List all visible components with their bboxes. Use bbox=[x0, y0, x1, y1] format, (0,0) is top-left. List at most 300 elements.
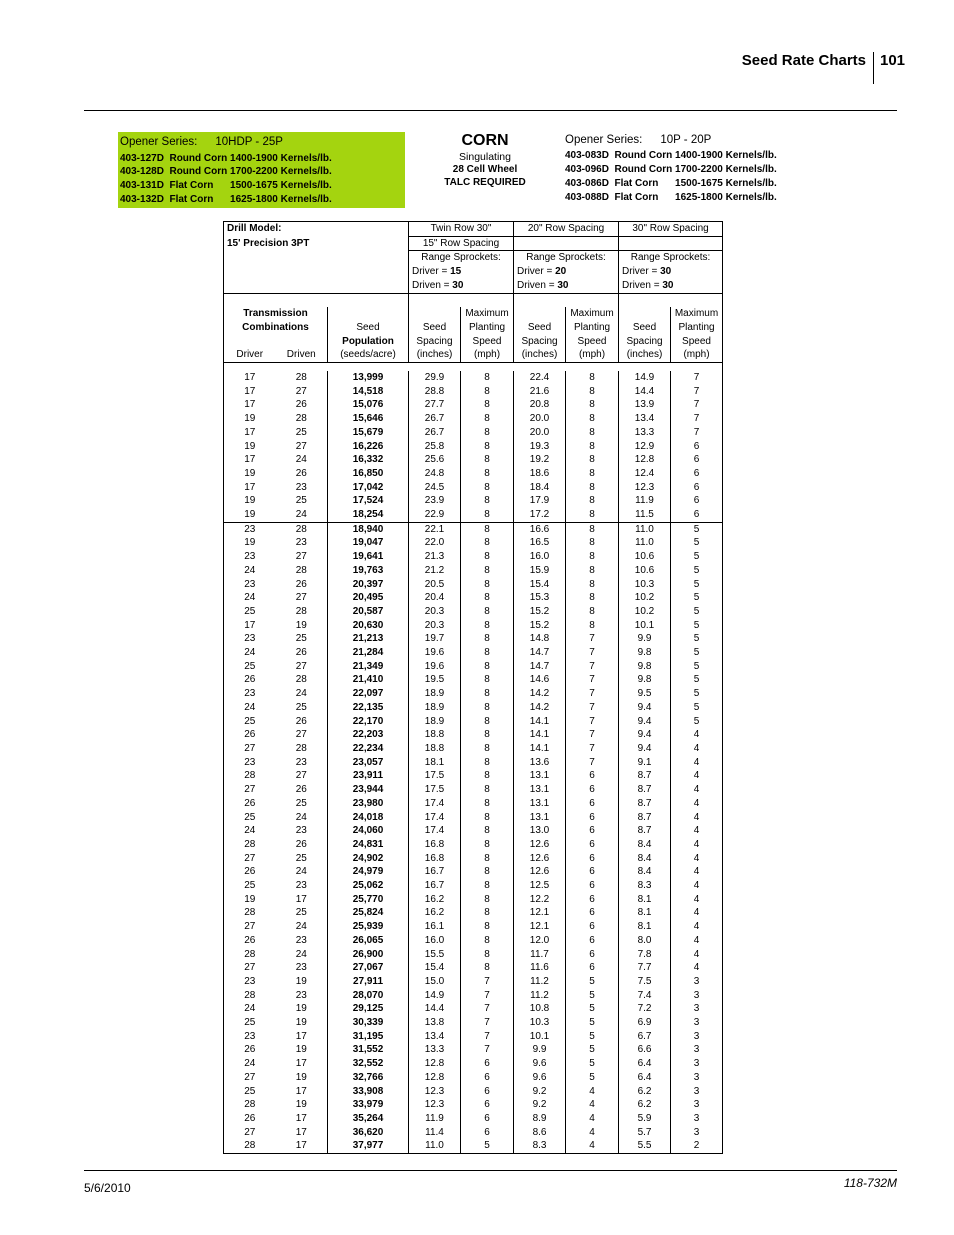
opener-part-line: 403-086D Flat Corn 1500-1675 Kernels/lb. bbox=[565, 178, 777, 189]
pop-header: Population bbox=[328, 335, 409, 349]
row-30-seed-spacing: 8.4 bbox=[619, 852, 671, 866]
twin-row-seed-spacing: 15.5 bbox=[409, 948, 461, 962]
driver-sprocket: 19 bbox=[224, 536, 276, 550]
seed-population: 31,195 bbox=[328, 1030, 409, 1044]
table-row bbox=[224, 687, 723, 701]
table-row bbox=[224, 893, 723, 907]
speed-header: Speed bbox=[671, 335, 723, 349]
driven-sprocket: 25 bbox=[276, 906, 328, 920]
driven-sprocket: 19 bbox=[276, 619, 328, 633]
driver-sprocket: 25 bbox=[224, 605, 276, 619]
row-20-max-speed: 4 bbox=[566, 1126, 619, 1140]
speed-header: (mph) bbox=[566, 348, 619, 362]
twin-row-seed-spacing: 16.0 bbox=[409, 934, 461, 948]
driver-sprocket: 27 bbox=[224, 920, 276, 934]
table-row bbox=[224, 865, 723, 879]
row-20-seed-spacing: 14.1 bbox=[514, 742, 566, 756]
twin-row-seed-spacing: 22.0 bbox=[409, 536, 461, 550]
pop-header: (seeds/acre) bbox=[328, 348, 409, 362]
table-row bbox=[224, 1043, 723, 1057]
group-twin-row-subtitle: 15" Row Spacing bbox=[409, 236, 514, 251]
twin-row-seed-spacing: 12.3 bbox=[409, 1098, 461, 1112]
driver-sprocket: 23 bbox=[224, 687, 276, 701]
header-gap bbox=[224, 363, 723, 372]
twin-row-max-speed: 8 bbox=[461, 948, 514, 962]
driver-sprocket: 28 bbox=[224, 948, 276, 962]
row-20-max-speed: 6 bbox=[566, 893, 619, 907]
seed-rate-rows bbox=[224, 371, 723, 1154]
seed-population: 20,630 bbox=[328, 619, 409, 633]
twin-row-max-speed: 7 bbox=[461, 1002, 514, 1016]
driven-sprocket: 26 bbox=[276, 646, 328, 660]
opener-part-line: 403-083D Round Corn 1400-1900 Kernels/lb. bbox=[565, 150, 777, 161]
twin-row-seed-spacing: 19.6 bbox=[409, 646, 461, 660]
table-row bbox=[224, 1112, 723, 1126]
table-row bbox=[224, 975, 723, 989]
driven-sprocket: 28 bbox=[276, 673, 328, 687]
row-20-max-speed: 8 bbox=[566, 467, 619, 481]
row-20-max-speed: 7 bbox=[566, 673, 619, 687]
row-30-seed-spacing: 8.7 bbox=[619, 824, 671, 838]
row-20-max-speed: 6 bbox=[566, 865, 619, 879]
twin-row-seed-spacing: 16.2 bbox=[409, 893, 461, 907]
twin-row-max-speed: 7 bbox=[461, 1043, 514, 1057]
row-20-max-speed: 4 bbox=[566, 1098, 619, 1112]
row-20-max-speed: 5 bbox=[566, 1030, 619, 1044]
seed-population: 35,264 bbox=[328, 1112, 409, 1126]
row-30-seed-spacing: 8.3 bbox=[619, 879, 671, 893]
seed-population: 20,587 bbox=[328, 605, 409, 619]
row-30-max-speed: 4 bbox=[671, 783, 723, 797]
seed-population: 19,047 bbox=[328, 536, 409, 550]
drill-model-label: Drill Model: bbox=[224, 222, 409, 237]
pop-header: Seed bbox=[328, 321, 409, 335]
row-20-seed-spacing: 20.0 bbox=[514, 426, 566, 440]
row-30-max-speed: 4 bbox=[671, 934, 723, 948]
twin-row-max-speed: 8 bbox=[461, 440, 514, 454]
driven-sprocket: 25 bbox=[276, 852, 328, 866]
twin-row-seed-spacing: 18.8 bbox=[409, 728, 461, 742]
row-20-max-speed: 6 bbox=[566, 906, 619, 920]
seed-population: 13,999 bbox=[328, 371, 409, 385]
driver-sprocket: 28 bbox=[224, 1139, 276, 1153]
twin-row-max-speed: 6 bbox=[461, 1085, 514, 1099]
row-30-max-speed: 5 bbox=[671, 536, 723, 550]
row-30-max-speed: 5 bbox=[671, 632, 723, 646]
driver-sprocket: 26 bbox=[224, 797, 276, 811]
row-20-max-speed: 7 bbox=[566, 660, 619, 674]
seed-population: 33,979 bbox=[328, 1098, 409, 1112]
driven-sprocket: 19 bbox=[276, 1002, 328, 1016]
seed-population: 30,339 bbox=[328, 1016, 409, 1030]
row-30-max-speed: 4 bbox=[671, 756, 723, 770]
footer-document-code: 118-732M bbox=[843, 1176, 897, 1190]
crop-subtitle-singulating: Singulating bbox=[459, 151, 511, 163]
row-30-max-speed: 4 bbox=[671, 893, 723, 907]
row-20-max-speed: 8 bbox=[566, 481, 619, 495]
table-row bbox=[224, 728, 723, 742]
row-20-seed-spacing: 15.3 bbox=[514, 591, 566, 605]
driven-sprocket: 24 bbox=[276, 920, 328, 934]
row-30-seed-spacing: 8.1 bbox=[619, 920, 671, 934]
table-row bbox=[224, 769, 723, 783]
row-30-seed-spacing: 8.4 bbox=[619, 865, 671, 879]
row-30-max-speed: 2 bbox=[671, 1139, 723, 1153]
driven-sprocket: 23 bbox=[276, 989, 328, 1003]
driver-sprocket: 26 bbox=[224, 1043, 276, 1057]
twin-row-max-speed: 8 bbox=[461, 715, 514, 729]
speed-header: (mph) bbox=[671, 348, 723, 362]
seed-population: 15,076 bbox=[328, 398, 409, 412]
table-row bbox=[224, 1098, 723, 1112]
row-20-max-speed: 8 bbox=[566, 398, 619, 412]
driven-sprocket: 28 bbox=[276, 564, 328, 578]
driven-sprocket: 23 bbox=[276, 481, 328, 495]
twin-row-max-speed: 8 bbox=[461, 536, 514, 550]
row-20-seed-spacing: 19.3 bbox=[514, 440, 566, 454]
table-row bbox=[224, 715, 723, 729]
twin-row-seed-spacing: 19.5 bbox=[409, 673, 461, 687]
seed-population: 15,679 bbox=[328, 426, 409, 440]
driven-sprocket: 26 bbox=[276, 715, 328, 729]
row-20-seed-spacing: 20.8 bbox=[514, 398, 566, 412]
driver-sprocket: 25 bbox=[224, 660, 276, 674]
range-driver: Driver = 30 bbox=[619, 265, 723, 279]
driver-sprocket: 28 bbox=[224, 989, 276, 1003]
twin-row-max-speed: 5 bbox=[461, 1139, 514, 1153]
row-30-seed-spacing: 11.5 bbox=[619, 508, 671, 522]
driven-sprocket: 19 bbox=[276, 1043, 328, 1057]
twin-row-max-speed: 8 bbox=[461, 728, 514, 742]
spacing-header: Spacing bbox=[409, 335, 461, 349]
table-row bbox=[224, 412, 723, 426]
driven-sprocket: 27 bbox=[276, 728, 328, 742]
opener-series-value: 10P - 20P bbox=[660, 134, 712, 146]
driven-sprocket: 27 bbox=[276, 591, 328, 605]
page-section-title: Seed Rate Charts bbox=[741, 52, 866, 69]
driven-sprocket: 23 bbox=[276, 934, 328, 948]
speed-header: Planting bbox=[566, 321, 619, 335]
row-30-max-speed: 4 bbox=[671, 852, 723, 866]
twin-row-seed-spacing: 20.3 bbox=[409, 605, 461, 619]
row-20-seed-spacing: 14.7 bbox=[514, 660, 566, 674]
row-20-seed-spacing: 14.2 bbox=[514, 701, 566, 715]
row-20-seed-spacing: 9.2 bbox=[514, 1098, 566, 1112]
twin-row-seed-spacing: 18.9 bbox=[409, 701, 461, 715]
row-20-max-speed: 8 bbox=[566, 605, 619, 619]
table-row bbox=[224, 481, 723, 495]
driver-sprocket: 26 bbox=[224, 934, 276, 948]
spacing-header: (inches) bbox=[619, 348, 671, 362]
table-row bbox=[224, 989, 723, 1003]
row-20-seed-spacing: 13.6 bbox=[514, 756, 566, 770]
row-30-max-speed: 5 bbox=[671, 522, 723, 536]
driver-sprocket: 26 bbox=[224, 1112, 276, 1126]
row-30-max-speed: 3 bbox=[671, 1043, 723, 1057]
table-row bbox=[224, 494, 723, 508]
seed-population: 32,766 bbox=[328, 1071, 409, 1085]
row-20-max-speed: 8 bbox=[566, 440, 619, 454]
driver-sprocket: 17 bbox=[224, 453, 276, 467]
twin-row-max-speed: 8 bbox=[461, 591, 514, 605]
driven-sprocket: 24 bbox=[276, 811, 328, 825]
seed-population: 22,170 bbox=[328, 715, 409, 729]
driver-sprocket: 26 bbox=[224, 865, 276, 879]
twin-row-seed-spacing: 24.8 bbox=[409, 467, 461, 481]
table-row bbox=[224, 811, 723, 825]
twin-row-max-speed: 8 bbox=[461, 578, 514, 592]
row-20-seed-spacing: 14.8 bbox=[514, 632, 566, 646]
driver-sprocket: 24 bbox=[224, 646, 276, 660]
driver-sprocket: 28 bbox=[224, 1098, 276, 1112]
driver-sprocket: 17 bbox=[224, 398, 276, 412]
twin-row-max-speed: 8 bbox=[461, 371, 514, 385]
row-30-max-speed: 5 bbox=[671, 646, 723, 660]
table-row bbox=[224, 783, 723, 797]
driven-sprocket: 25 bbox=[276, 426, 328, 440]
driver-sprocket: 24 bbox=[224, 1002, 276, 1016]
row-30-seed-spacing: 6.7 bbox=[619, 1030, 671, 1044]
row-20-max-speed: 8 bbox=[566, 453, 619, 467]
seed-population: 22,234 bbox=[328, 742, 409, 756]
row-20-max-speed: 5 bbox=[566, 1057, 619, 1071]
row-30-seed-spacing: 10.3 bbox=[619, 578, 671, 592]
seed-population: 22,097 bbox=[328, 687, 409, 701]
speed-header: Speed bbox=[461, 335, 514, 349]
twin-row-max-speed: 8 bbox=[461, 619, 514, 633]
header-divider bbox=[873, 52, 874, 84]
row-30-seed-spacing: 9.4 bbox=[619, 715, 671, 729]
crop-title: CORN bbox=[461, 132, 509, 149]
seed-population: 37,977 bbox=[328, 1139, 409, 1153]
row-30-seed-spacing: 8.7 bbox=[619, 769, 671, 783]
row-20-seed-spacing: 12.1 bbox=[514, 906, 566, 920]
row-30-max-speed: 5 bbox=[671, 578, 723, 592]
driver-sprocket: 19 bbox=[224, 412, 276, 426]
row-20-max-speed: 8 bbox=[566, 578, 619, 592]
driven-sprocket: 24 bbox=[276, 453, 328, 467]
row-30-max-speed: 4 bbox=[671, 811, 723, 825]
seed-population: 27,911 bbox=[328, 975, 409, 989]
table-row bbox=[224, 1085, 723, 1099]
drill-model-value: 15' Precision 3PT bbox=[224, 236, 409, 251]
table-row bbox=[224, 797, 723, 811]
row-20-seed-spacing: 9.6 bbox=[514, 1057, 566, 1071]
driven-sprocket: 25 bbox=[276, 494, 328, 508]
speed-header: Maximum bbox=[461, 307, 514, 321]
row-30-seed-spacing: 6.4 bbox=[619, 1057, 671, 1071]
row-30-max-speed: 6 bbox=[671, 453, 723, 467]
twin-row-seed-spacing: 26.7 bbox=[409, 426, 461, 440]
opener-part-line: 403-132D Flat Corn 1625-1800 Kernels/lb. bbox=[120, 194, 332, 205]
seed-population: 21,284 bbox=[328, 646, 409, 660]
seed-population: 17,524 bbox=[328, 494, 409, 508]
row-30-seed-spacing: 8.4 bbox=[619, 838, 671, 852]
table-row bbox=[224, 961, 723, 975]
twin-row-max-speed: 6 bbox=[461, 1112, 514, 1126]
row-20-max-speed: 6 bbox=[566, 920, 619, 934]
row-30-max-speed: 6 bbox=[671, 440, 723, 454]
table-row bbox=[224, 632, 723, 646]
speed-header: Speed bbox=[566, 335, 619, 349]
driven-sprocket: 19 bbox=[276, 1098, 328, 1112]
row-20-max-speed: 8 bbox=[566, 371, 619, 385]
row-20-seed-spacing: 16.6 bbox=[514, 522, 566, 536]
row-30-seed-spacing: 8.7 bbox=[619, 811, 671, 825]
driver-sprocket: 25 bbox=[224, 1085, 276, 1099]
driver-sprocket: 23 bbox=[224, 550, 276, 564]
row-20-max-speed: 6 bbox=[566, 879, 619, 893]
driven-sprocket: 28 bbox=[276, 522, 328, 536]
seed-population: 24,979 bbox=[328, 865, 409, 879]
twin-row-seed-spacing: 29.9 bbox=[409, 371, 461, 385]
row-20-max-speed: 6 bbox=[566, 769, 619, 783]
twin-row-seed-spacing: 19.7 bbox=[409, 632, 461, 646]
range-driver: Driver = 20 bbox=[514, 265, 619, 279]
row-20-max-speed: 5 bbox=[566, 1071, 619, 1085]
driven-sprocket: 23 bbox=[276, 536, 328, 550]
header-spacer bbox=[224, 293, 409, 307]
row-20-max-speed: 5 bbox=[566, 975, 619, 989]
twin-row-max-speed: 6 bbox=[461, 1071, 514, 1085]
twin-row-seed-spacing: 16.2 bbox=[409, 906, 461, 920]
seed-population: 25,062 bbox=[328, 879, 409, 893]
twin-row-max-speed: 7 bbox=[461, 989, 514, 1003]
row-20-seed-spacing: 14.7 bbox=[514, 646, 566, 660]
row-30-seed-spacing: 9.4 bbox=[619, 742, 671, 756]
seed-population: 25,824 bbox=[328, 906, 409, 920]
twin-row-seed-spacing: 23.9 bbox=[409, 494, 461, 508]
row-30-max-speed: 4 bbox=[671, 961, 723, 975]
row-20-seed-spacing: 11.2 bbox=[514, 989, 566, 1003]
group-30-row-title: 30" Row Spacing bbox=[619, 222, 723, 237]
row-20-seed-spacing: 13.1 bbox=[514, 783, 566, 797]
row-20-seed-spacing: 14.2 bbox=[514, 687, 566, 701]
driver-sprocket: 25 bbox=[224, 1016, 276, 1030]
driven-sprocket: 28 bbox=[276, 371, 328, 385]
row-30-seed-spacing: 5.9 bbox=[619, 1112, 671, 1126]
opener-series-label: Opener Series: bbox=[565, 134, 643, 146]
driver-sprocket: 23 bbox=[224, 578, 276, 592]
twin-row-seed-spacing: 13.8 bbox=[409, 1016, 461, 1030]
row-20-max-speed: 4 bbox=[566, 1085, 619, 1099]
row-20-max-speed: 6 bbox=[566, 948, 619, 962]
row-20-seed-spacing: 21.6 bbox=[514, 385, 566, 399]
row-30-seed-spacing: 10.2 bbox=[619, 605, 671, 619]
group-30-row-subtitle bbox=[619, 236, 723, 251]
row-30-max-speed: 3 bbox=[671, 1071, 723, 1085]
row-30-seed-spacing: 12.4 bbox=[619, 467, 671, 481]
driven-sprocket: 17 bbox=[276, 893, 328, 907]
table-row bbox=[224, 1057, 723, 1071]
driven-sprocket: 28 bbox=[276, 742, 328, 756]
row-30-seed-spacing: 5.7 bbox=[619, 1126, 671, 1140]
twin-row-max-speed: 8 bbox=[461, 961, 514, 975]
row-20-seed-spacing: 13.1 bbox=[514, 797, 566, 811]
row-30-seed-spacing: 5.5 bbox=[619, 1139, 671, 1153]
driven-sprocket: 26 bbox=[276, 578, 328, 592]
row-30-seed-spacing: 7.8 bbox=[619, 948, 671, 962]
opener-part-line: 403-128D Round Corn 1700-2200 Kernels/lb. bbox=[120, 166, 332, 177]
seed-population: 15,646 bbox=[328, 412, 409, 426]
table-row bbox=[224, 1030, 723, 1044]
speed-header: Planting bbox=[461, 321, 514, 335]
driven-sprocket: 28 bbox=[276, 412, 328, 426]
row-20-seed-spacing: 16.5 bbox=[514, 536, 566, 550]
row-30-seed-spacing: 9.4 bbox=[619, 701, 671, 715]
table-row bbox=[224, 1016, 723, 1030]
row-30-max-speed: 6 bbox=[671, 508, 723, 522]
twin-row-seed-spacing: 16.1 bbox=[409, 920, 461, 934]
row-20-max-speed: 7 bbox=[566, 632, 619, 646]
driver-sprocket: 17 bbox=[224, 481, 276, 495]
table-row bbox=[224, 619, 723, 633]
row-20-max-speed: 8 bbox=[566, 619, 619, 633]
range-sprockets-label: Range Sprockets: bbox=[619, 251, 723, 265]
row-20-seed-spacing: 8.6 bbox=[514, 1126, 566, 1140]
twin-row-seed-spacing: 18.9 bbox=[409, 687, 461, 701]
row-30-max-speed: 4 bbox=[671, 879, 723, 893]
row-20-seed-spacing: 12.1 bbox=[514, 920, 566, 934]
twin-row-seed-spacing: 21.2 bbox=[409, 564, 461, 578]
twin-row-seed-spacing: 26.7 bbox=[409, 412, 461, 426]
seed-population: 24,902 bbox=[328, 852, 409, 866]
driven-sprocket: 17 bbox=[276, 1126, 328, 1140]
driven-sprocket: 24 bbox=[276, 687, 328, 701]
table-row bbox=[224, 646, 723, 660]
twin-row-max-speed: 8 bbox=[461, 398, 514, 412]
twin-row-max-speed: 8 bbox=[461, 481, 514, 495]
row-20-seed-spacing: 20.0 bbox=[514, 412, 566, 426]
spacing-header: Seed bbox=[409, 321, 461, 335]
seed-population: 16,226 bbox=[328, 440, 409, 454]
page-number: 101 bbox=[880, 52, 906, 69]
row-20-max-speed: 6 bbox=[566, 783, 619, 797]
row-30-max-speed: 4 bbox=[671, 920, 723, 934]
spacing-header: Seed bbox=[619, 321, 671, 335]
seed-population: 26,900 bbox=[328, 948, 409, 962]
twin-row-seed-spacing: 16.7 bbox=[409, 865, 461, 879]
driven-sprocket: 24 bbox=[276, 508, 328, 522]
seed-population: 23,980 bbox=[328, 797, 409, 811]
row-20-seed-spacing: 12.2 bbox=[514, 893, 566, 907]
row-30-max-speed: 3 bbox=[671, 975, 723, 989]
driver-sprocket: 27 bbox=[224, 961, 276, 975]
opener-series-left bbox=[118, 132, 405, 208]
row-30-max-speed: 5 bbox=[671, 550, 723, 564]
row-20-seed-spacing: 8.3 bbox=[514, 1139, 566, 1153]
seed-population: 24,060 bbox=[328, 824, 409, 838]
twin-row-max-speed: 8 bbox=[461, 564, 514, 578]
twin-row-max-speed: 8 bbox=[461, 494, 514, 508]
row-30-seed-spacing: 6.4 bbox=[619, 1071, 671, 1085]
seed-population: 26,065 bbox=[328, 934, 409, 948]
row-30-max-speed: 3 bbox=[671, 1030, 723, 1044]
table-row bbox=[224, 756, 723, 770]
row-20-seed-spacing: 15.4 bbox=[514, 578, 566, 592]
row-20-seed-spacing: 15.2 bbox=[514, 605, 566, 619]
table-row bbox=[224, 934, 723, 948]
row-30-seed-spacing: 8.7 bbox=[619, 783, 671, 797]
seed-population: 21,213 bbox=[328, 632, 409, 646]
speed-header: Maximum bbox=[671, 307, 723, 321]
row-20-seed-spacing: 12.6 bbox=[514, 865, 566, 879]
driver-sprocket: 24 bbox=[224, 824, 276, 838]
spacing-header: Spacing bbox=[619, 335, 671, 349]
row-30-max-speed: 6 bbox=[671, 467, 723, 481]
twin-row-max-speed: 8 bbox=[461, 426, 514, 440]
twin-row-seed-spacing: 19.6 bbox=[409, 660, 461, 674]
